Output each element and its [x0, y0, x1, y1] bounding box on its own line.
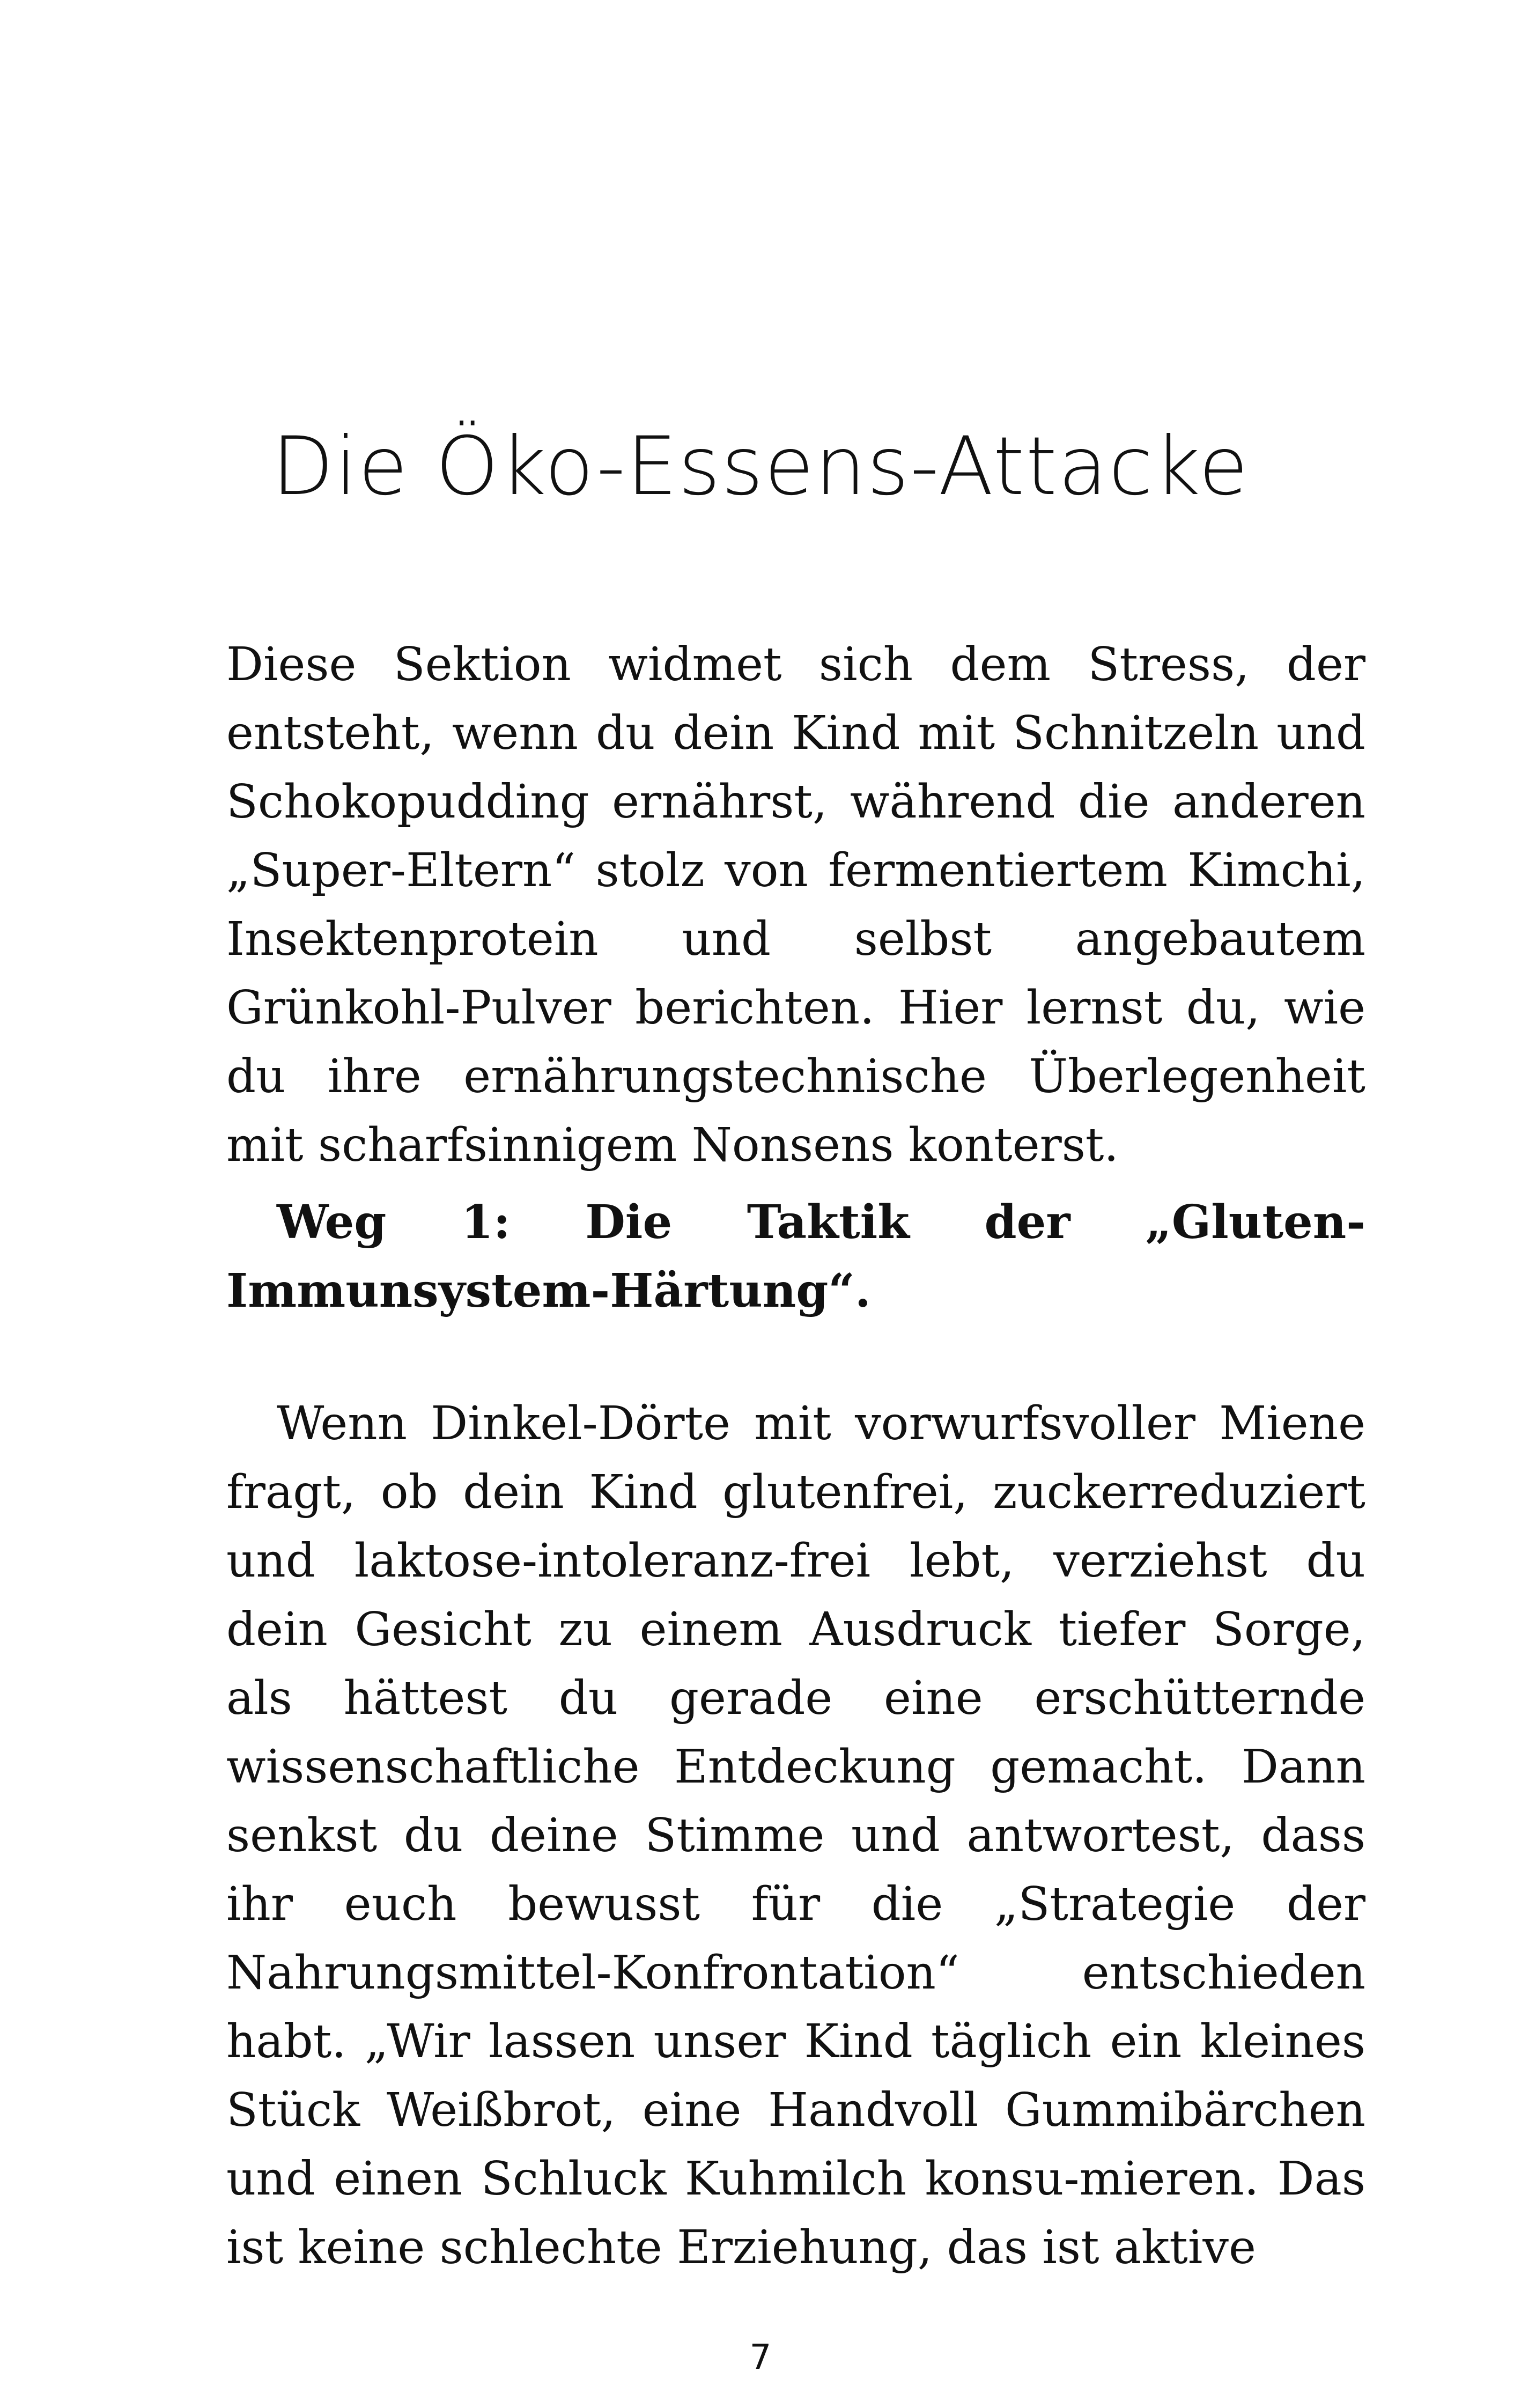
chapter-title: Die Öko-Essens-Attacke — [271, 420, 1250, 513]
body-paragraph: Wenn Dinkel-Dörte mit vorwurfsvoller Miene fragt, ob dein Kind glutenfrei, zuckerreduziert und laktose-intoleranz-frei lebt, verziehst du dein Gesicht zu einem Ausdruck tiefer Sorge, als hättest du gerade eine erschütternde wissenschaftliche Entdeckung gemacht. Dann senkst du deine Stimme und antwortest, dass ihr euch bewusst für die „Strategie der Nahrungsmittel-Konfrontation“ entschieden habt. „Wir lassen unser Kind täglich ein kleines Stück Weißbrot, eine Handvoll Gummibärchen und einen Schluck Kuhmilch konsu-mieren. Das ist keine schlechte Erziehung, das ist aktive — [226, 1397, 1365, 2274]
intro-paragraph: Diese Sektion widmet sich dem Stress, der entsteht, wenn du dein Kind mit Schnitzeln und Schokopudding ernährst, während die anderen „Super-Eltern“ stolz von fermentiertem Kimchi, Insektenprotein und selbst angebautem Grünkohl-Pulver berichten. Hier lernst du, wie du ihre ernährungstechnische Überlegenheit mit scharfsinnigem Nonsens konterst. — [226, 638, 1365, 1172]
page-number: 7 — [749, 2338, 772, 2377]
section-heading: Weg 1: Die Taktik der „Gluten-Immunsystem-Härtung“. — [226, 1195, 1365, 1318]
